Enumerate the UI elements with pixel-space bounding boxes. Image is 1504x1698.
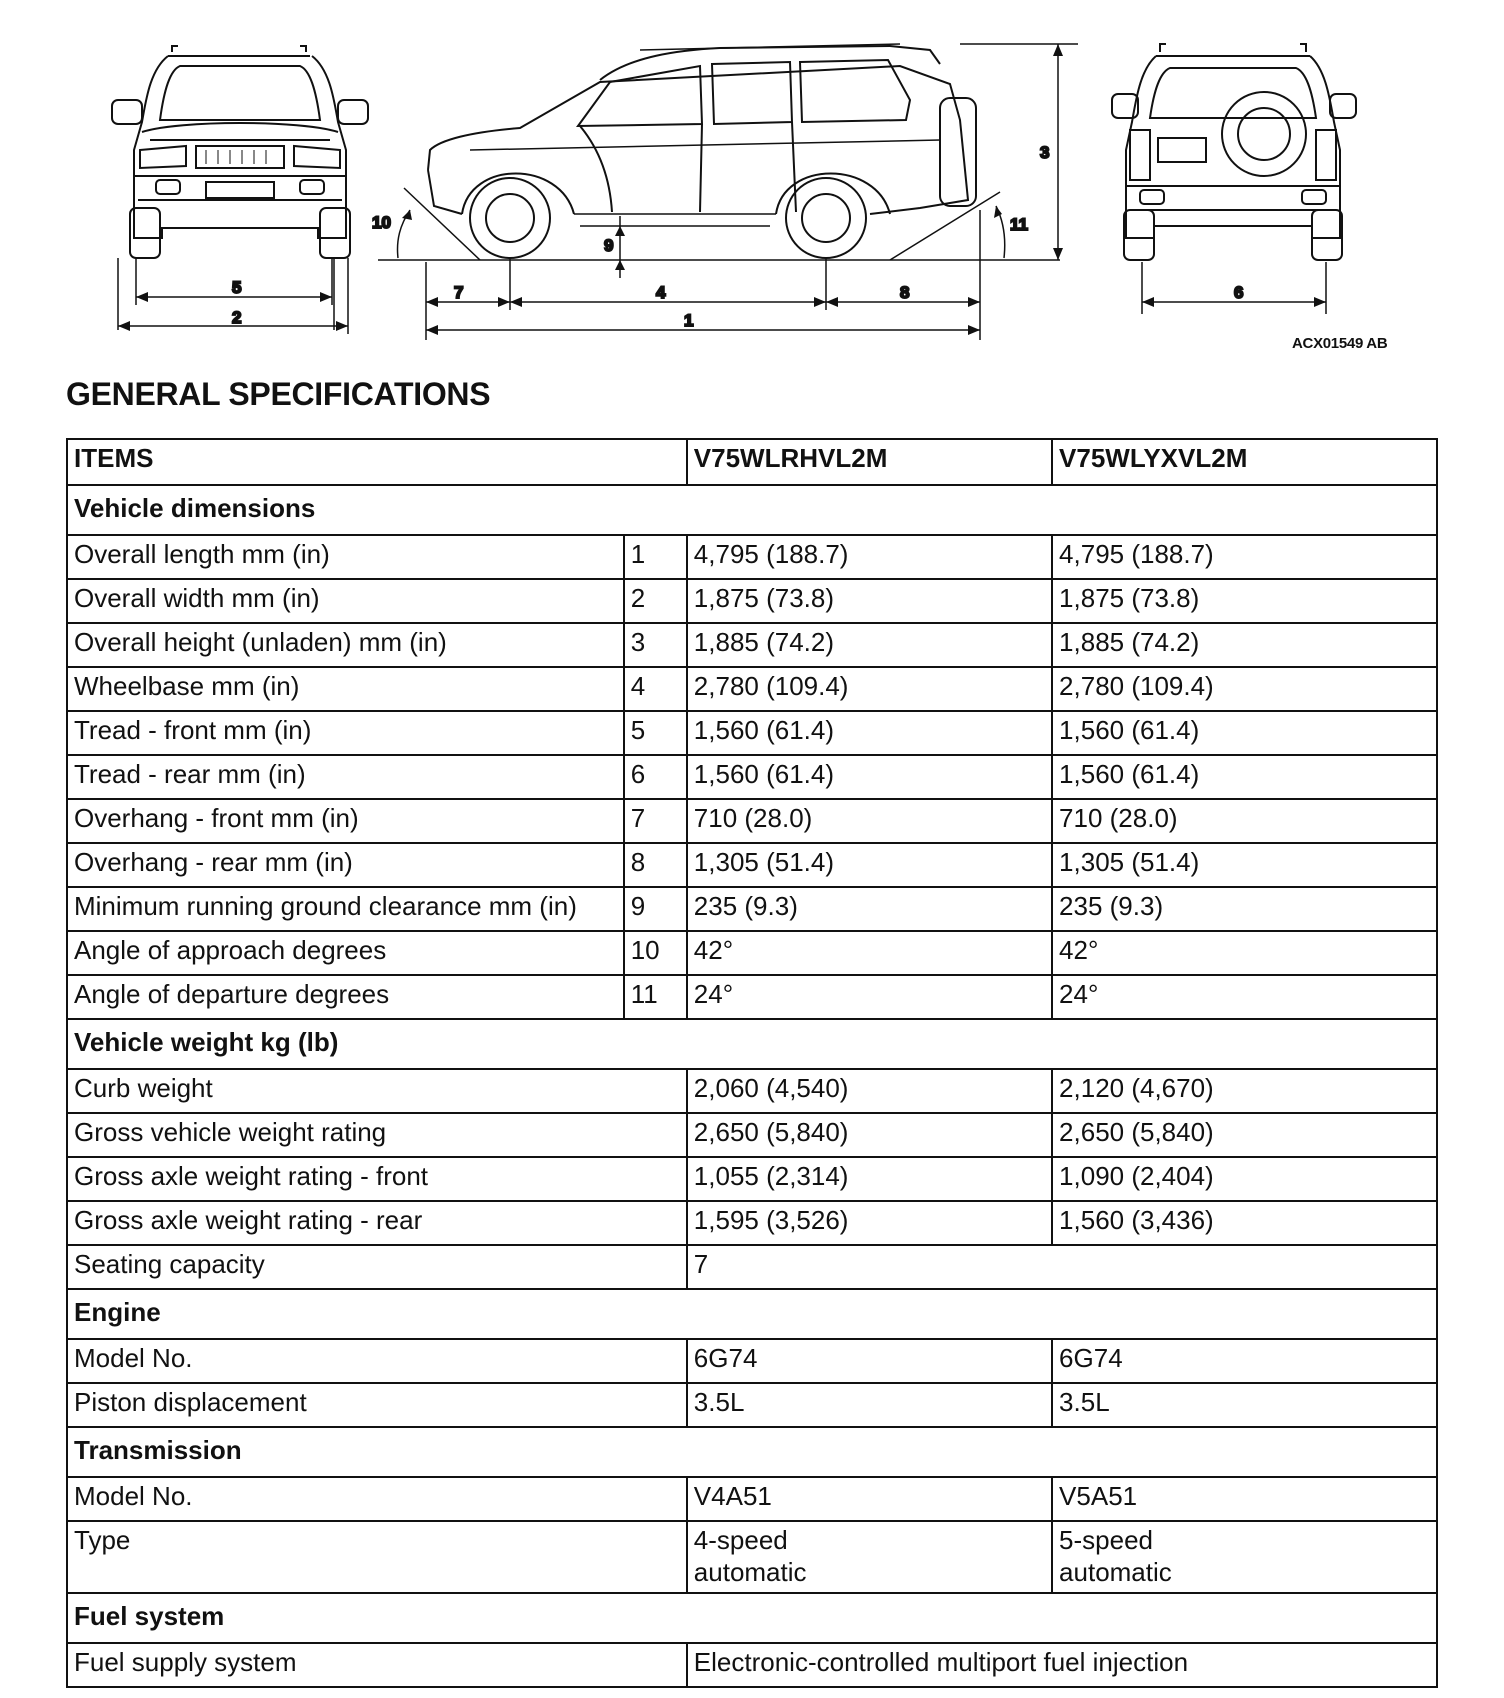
row-value-b: 1,560 (3,436) — [1052, 1201, 1437, 1245]
row-ref: 2 — [624, 579, 687, 623]
page-title: GENERAL SPECIFICATIONS — [66, 376, 491, 412]
row-value-shared: Electronic-controlled multiport fuel injection — [687, 1643, 1437, 1687]
table-row — [67, 623, 1437, 667]
row-value-a: 24° — [687, 975, 1052, 1019]
table-row — [67, 1245, 1437, 1289]
figure-code: ACX01549 AB — [1292, 335, 1388, 352]
row-item: Angle of departure degrees — [67, 975, 624, 1019]
table-row — [67, 843, 1437, 887]
row-item: Tread - front mm (in) — [67, 711, 624, 755]
row-item: Overall height (unladen) mm (in) — [67, 623, 624, 667]
table-row — [67, 1521, 1437, 1593]
row-value-b: 3.5L — [1052, 1383, 1437, 1427]
dim-label-11: 11 — [1010, 215, 1028, 234]
table-row — [67, 975, 1437, 1019]
row-item: Curb weight — [67, 1069, 687, 1113]
value-a-line2: automatic — [693, 1557, 807, 1587]
dim-label-9: 9 — [604, 236, 614, 255]
row-ref: 7 — [624, 799, 687, 843]
table-row — [67, 887, 1437, 931]
row-value-a: 4,795 (188.7) — [687, 535, 1052, 579]
row-value-b — [1052, 1521, 1437, 1593]
table-row — [67, 1201, 1437, 1245]
dim-label-3: 3 — [1040, 143, 1050, 162]
vehicle-dimension-diagram — [0, 0, 1504, 370]
row-ref: 11 — [624, 975, 687, 1019]
table-row — [67, 1069, 1437, 1113]
row-value-a: 42° — [687, 931, 1052, 975]
row-value-a: 710 (28.0) — [687, 799, 1052, 843]
row-value-a: 1,595 (3,526) — [687, 1201, 1052, 1245]
row-value-a: 2,060 (4,540) — [687, 1069, 1052, 1113]
row-value-b: 42° — [1052, 931, 1437, 975]
dim-label-10: 10 — [372, 213, 391, 232]
row-value-b: 235 (9.3) — [1052, 887, 1437, 931]
table-row — [67, 711, 1437, 755]
row-value-a: V4A51 — [687, 1477, 1052, 1521]
row-item: Overhang - front mm (in) — [67, 799, 624, 843]
header-items: ITEMS — [67, 439, 687, 485]
dim-label-1: 1 — [684, 311, 694, 330]
row-value-b: 1,305 (51.4) — [1052, 843, 1437, 887]
row-value-a: 2,780 (109.4) — [687, 667, 1052, 711]
header-model-a: V75WLRHVL2M — [687, 439, 1052, 485]
row-value-b: V5A51 — [1052, 1477, 1437, 1521]
row-value-b: 2,780 (109.4) — [1052, 667, 1437, 711]
row-item: Minimum running ground clearance mm (in) — [67, 887, 624, 931]
row-ref: 6 — [624, 755, 687, 799]
table-row — [67, 1339, 1437, 1383]
row-item: Model No. — [67, 1477, 687, 1521]
row-ref: 8 — [624, 843, 687, 887]
row-value-b: 6G74 — [1052, 1339, 1437, 1383]
row-item: Wheelbase mm (in) — [67, 667, 624, 711]
dim-label-2: 2 — [232, 308, 242, 327]
row-value-a: 1,875 (73.8) — [687, 579, 1052, 623]
row-ref: 3 — [624, 623, 687, 667]
row-value-b: 24° — [1052, 975, 1437, 1019]
table-row — [67, 579, 1437, 623]
row-item: Overhang - rear mm (in) — [67, 843, 624, 887]
row-item: Tread - rear mm (in) — [67, 755, 624, 799]
row-ref: 4 — [624, 667, 687, 711]
row-value-b: 1,875 (73.8) — [1052, 579, 1437, 623]
table-row — [67, 931, 1437, 975]
rear-view-drawing — [1112, 44, 1356, 314]
row-item: Seating capacity — [67, 1245, 687, 1289]
row-item: Model No. — [67, 1339, 687, 1383]
section-row — [67, 485, 1437, 535]
dim-label-7: 7 — [454, 283, 464, 302]
dim-label-6: 6 — [1234, 283, 1244, 302]
row-value-a: 1,885 (74.2) — [687, 623, 1052, 667]
row-value-b: 2,120 (4,670) — [1052, 1069, 1437, 1113]
dim-label-5: 5 — [232, 278, 242, 297]
row-ref: 10 — [624, 931, 687, 975]
section-row — [67, 1019, 1437, 1069]
row-value-b: 4,795 (188.7) — [1052, 535, 1437, 579]
table-row — [67, 799, 1437, 843]
row-value-a: 2,650 (5,840) — [687, 1113, 1052, 1157]
row-value-shared: 7 — [687, 1245, 1437, 1289]
table-row — [67, 535, 1437, 579]
row-item: Fuel supply system — [67, 1643, 687, 1687]
row-item: Overall width mm (in) — [67, 579, 624, 623]
row-item: Overall length mm (in) — [67, 535, 624, 579]
row-value-b: 1,885 (74.2) — [1052, 623, 1437, 667]
side-view-drawing — [378, 44, 1078, 340]
row-item: Angle of approach degrees — [67, 931, 624, 975]
table-row — [67, 1113, 1437, 1157]
table-row — [67, 1643, 1437, 1687]
table-row — [67, 1157, 1437, 1201]
row-value-b: 1,560 (61.4) — [1052, 755, 1437, 799]
section-row — [67, 1427, 1437, 1477]
row-item: Gross axle weight rating - front — [67, 1157, 687, 1201]
specifications-table — [66, 438, 1438, 1688]
dim-label-8: 8 — [900, 283, 910, 302]
row-value-a: 3.5L — [687, 1383, 1052, 1427]
value-b-line1: 5-speed — [1059, 1525, 1154, 1555]
row-item: Type — [67, 1521, 687, 1593]
section-heading-weight: Vehicle weight kg (lb) — [67, 1019, 1437, 1069]
section-heading-engine: Engine — [67, 1289, 1437, 1339]
row-value-a: 1,560 (61.4) — [687, 755, 1052, 799]
row-value-a: 1,560 (61.4) — [687, 711, 1052, 755]
section-heading-dimensions: Vehicle dimensions — [67, 485, 1437, 535]
row-item: Gross vehicle weight rating — [67, 1113, 687, 1157]
row-ref: 1 — [624, 535, 687, 579]
header-model-b: V75WLYXVL2M — [1052, 439, 1437, 485]
value-a-line1: 4-speed — [693, 1525, 788, 1555]
row-value-a: 235 (9.3) — [687, 887, 1052, 931]
row-value-b: 1,560 (61.4) — [1052, 711, 1437, 755]
table-row — [67, 755, 1437, 799]
row-value-a: 1,305 (51.4) — [687, 843, 1052, 887]
row-value-b: 1,090 (2,404) — [1052, 1157, 1437, 1201]
row-value-a — [687, 1521, 1052, 1593]
row-ref: 9 — [624, 887, 687, 931]
section-row — [67, 1289, 1437, 1339]
section-heading-transmission: Transmission — [67, 1427, 1437, 1477]
table-row — [67, 1383, 1437, 1427]
row-value-b: 2,650 (5,840) — [1052, 1113, 1437, 1157]
value-b-line2: automatic — [1059, 1557, 1172, 1587]
row-item: Piston displacement — [67, 1383, 687, 1427]
section-heading-fuel: Fuel system — [67, 1593, 1437, 1643]
dim-label-4: 4 — [656, 283, 666, 302]
row-value-a: 1,055 (2,314) — [687, 1157, 1052, 1201]
row-value-a: 6G74 — [687, 1339, 1052, 1383]
table-header-row — [67, 439, 1437, 485]
row-item: Gross axle weight rating - rear — [67, 1201, 687, 1245]
table-row — [67, 1477, 1437, 1521]
table-row — [67, 667, 1437, 711]
section-row — [67, 1593, 1437, 1643]
row-value-b: 710 (28.0) — [1052, 799, 1437, 843]
row-ref: 5 — [624, 711, 687, 755]
